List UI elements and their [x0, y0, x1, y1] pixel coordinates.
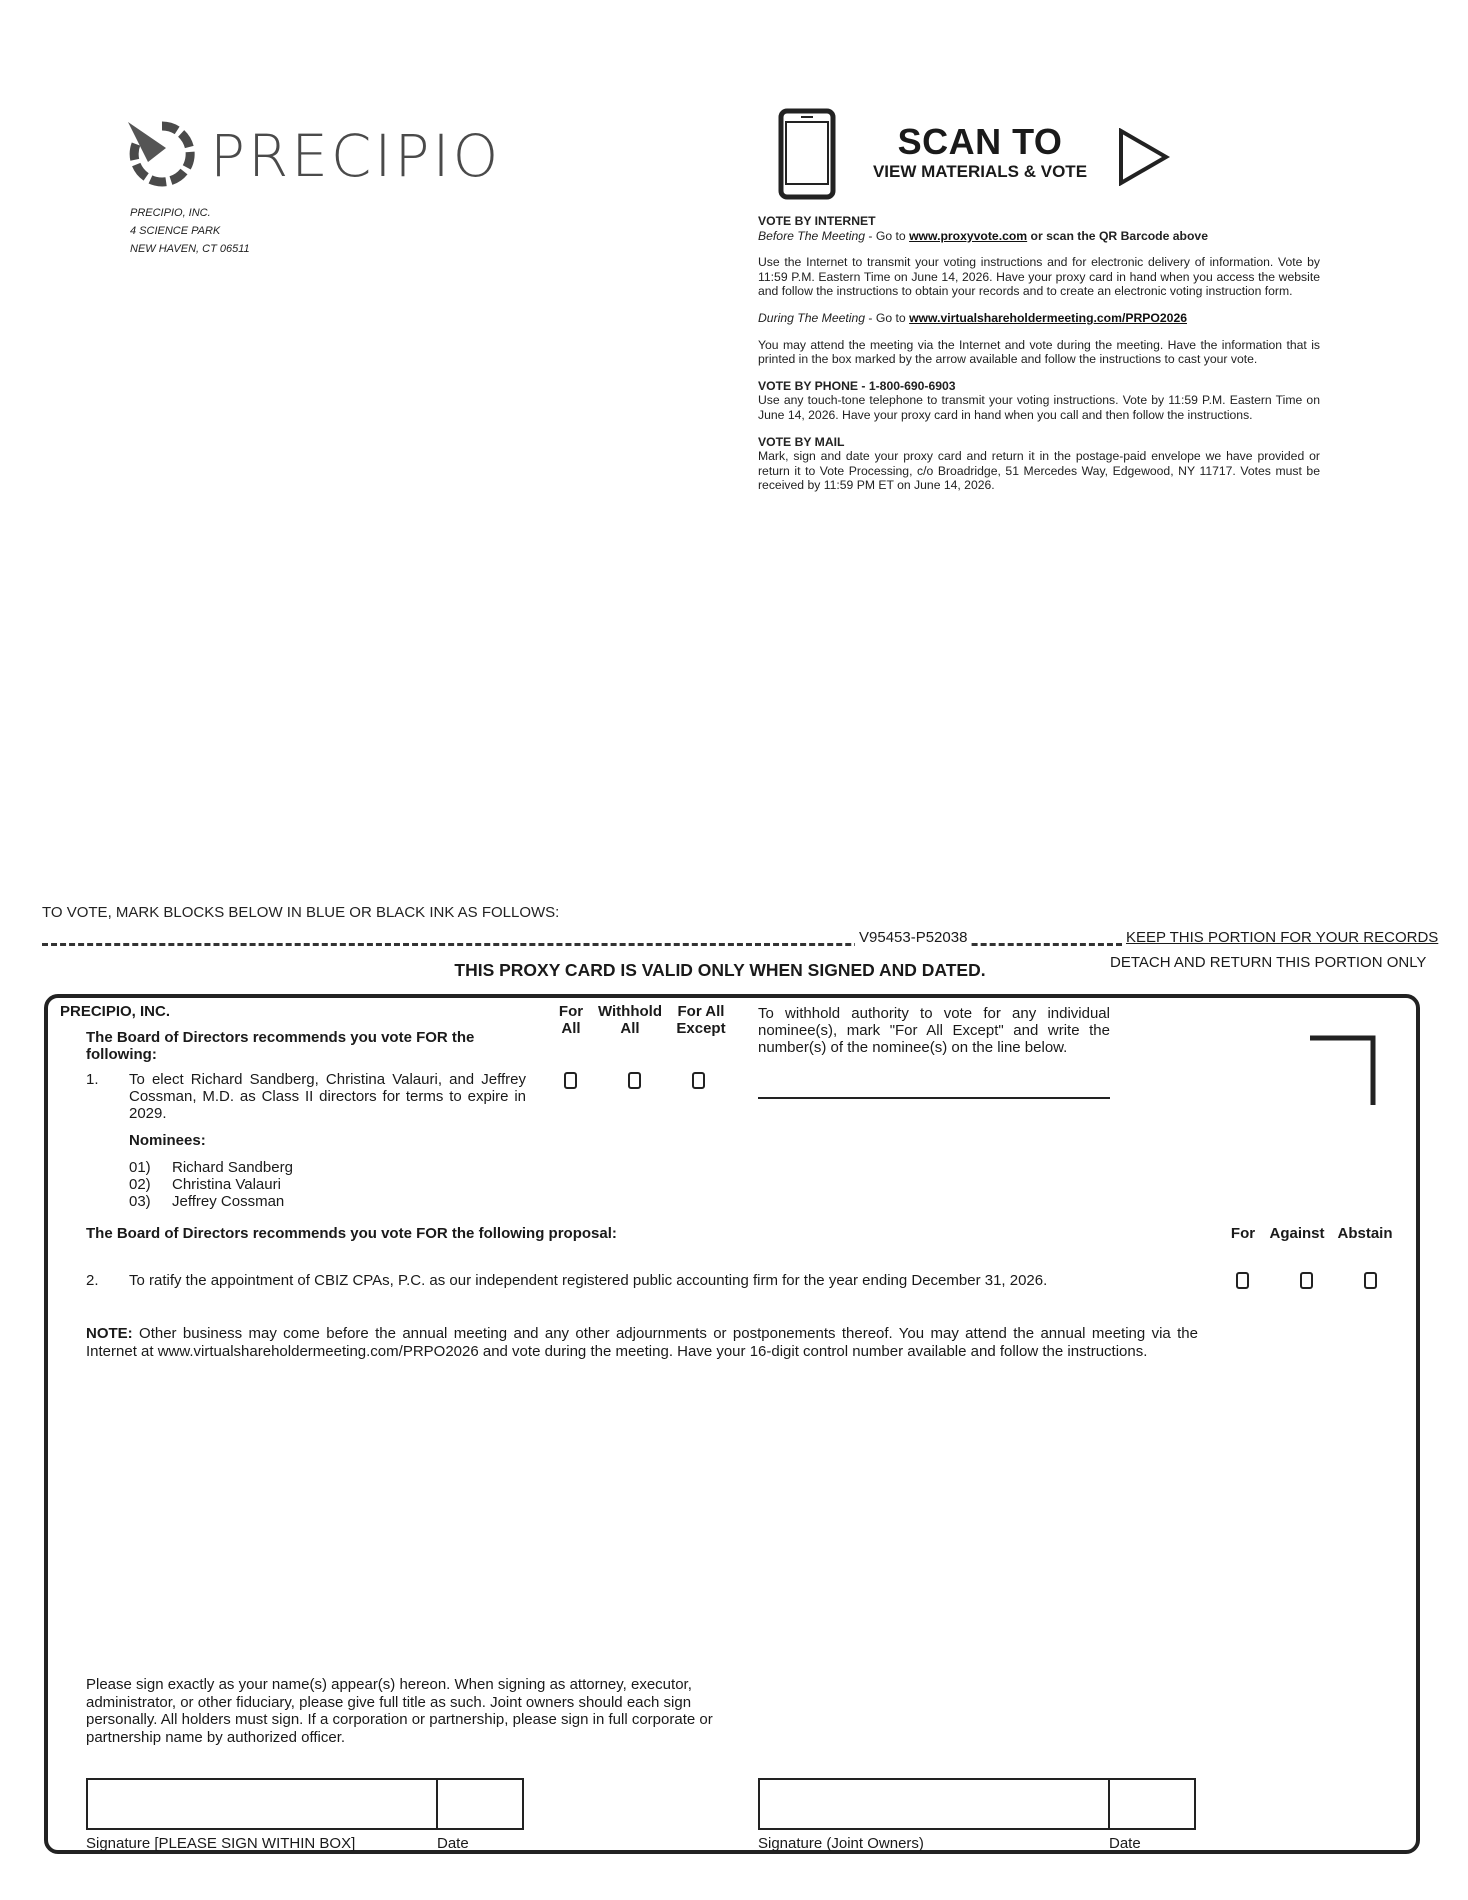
except-write-in-line[interactable]	[758, 1097, 1110, 1099]
col-abstain: Abstain	[1337, 1225, 1393, 1242]
proposal-2-abstain-checkbox[interactable]	[1364, 1272, 1377, 1289]
board-recommendation-1: The Board of Directors recommends you vote FOR the following:	[86, 1029, 475, 1063]
before-goto: - Go to	[865, 228, 910, 243]
date-label: Date	[437, 1835, 469, 1852]
nominee-item	[129, 1193, 284, 1210]
proposal-2-against-checkbox[interactable]	[1300, 1272, 1313, 1289]
before-meeting-line	[758, 229, 1320, 244]
voting-instructions	[758, 214, 1320, 493]
col-label: For	[558, 1003, 584, 1020]
nominee-name: Jeffrey Cossman	[172, 1193, 285, 1210]
proposal-2-number: 2.	[86, 1272, 99, 1289]
signing-instructions: Please sign exactly as your name(s) appear(s) hereon. When signing as attorney, executor, administrator, or other fiduciary, please give full title as such. Joint owners should each sign personally. All holders must sign. If a corporation or partnership, please sign in full corporate or partnership name by authorized officer.	[86, 1676, 713, 1746]
nominee-number: 01)	[129, 1159, 151, 1176]
card-company-name: PRECIPIO, INC.	[60, 1003, 171, 1020]
note-text: Other business may come before the annual meeting and any other adjournments or postponements thereof. You may attend the annual meeting via the Internet at www.virtualshareholdermeeting.com/PRPO2026 and vote during the meeting. Have your 16-digit control number available and follow the instructions.	[86, 1325, 1198, 1360]
scan-title: SCAN TO	[897, 121, 1063, 162]
proposal-1-text: To elect Richard Sandberg, Christina Valauri, and Jeffrey Cossman, M.D. as Class II directors for terms to expire in 2029.	[129, 1071, 526, 1122]
address-line: PRECIPIO, INC.	[130, 207, 211, 219]
col-label: All	[561, 1020, 581, 1037]
proposal-2-text: To ratify the appointment of CBIZ CPAs, P.C. as our independent registered public accounting firm for the year ending December 31, 2026.	[129, 1272, 1048, 1289]
note-paragraph	[86, 1325, 1198, 1360]
before-meeting-label: Before The Meeting	[758, 228, 866, 243]
note-label: NOTE:	[86, 1325, 133, 1342]
vote-mail-heading: VOTE BY MAIL	[758, 434, 845, 449]
nominees-heading: Nominees:	[129, 1132, 206, 1149]
joint-signature-box[interactable]	[758, 1778, 1110, 1830]
col-for-all-except	[668, 1003, 734, 1037]
vote-internet-heading: VOTE BY INTERNET	[758, 214, 876, 228]
col-for: For	[1230, 1225, 1256, 1242]
date-box[interactable]	[436, 1778, 524, 1830]
board-recommendation-2: The Board of Directors recommends you vote FOR the following proposal:	[86, 1225, 617, 1242]
precipio-logo-icon	[126, 118, 198, 190]
valid-notice: THIS PROXY CARD IS VALID ONLY WHEN SIGNED AND DATED.	[454, 960, 986, 980]
company-address	[130, 204, 250, 258]
proposal-1-for-all-checkbox[interactable]	[564, 1072, 577, 1089]
nominee-item	[129, 1176, 281, 1193]
vote-phone-text: Use any touch-tone telephone to transmit your voting instructions. Vote by 11:59 P.M. Eastern Time on June 14, 2026. Have your proxy card in hand when you call and then follow the instructions.	[758, 393, 1320, 422]
play-arrow-icon	[1118, 128, 1170, 186]
vote-mail-text: Mark, sign and date your proxy card and return it in the postage-paid envelope we have provided or return it to Vote Processing, c/o Broadridge, 51 Mercedes Way, Edgewood, NY 11717. Votes must be received by 11:59 PM ET on June 14, 2026.	[758, 449, 1320, 493]
smartphone-icon	[778, 108, 836, 200]
during-goto: - Go to	[865, 310, 910, 325]
proposal-1-number: 1.	[86, 1071, 99, 1088]
to-vote-instructions: TO VOTE, MARK BLOCKS BELOW IN BLUE OR BLACK INK AS FOLLOWS:	[42, 904, 560, 921]
keep-portion-label: KEEP THIS PORTION FOR YOUR RECORDS	[1126, 929, 1439, 946]
proxyvote-link[interactable]: www.proxyvote.com	[909, 228, 1028, 243]
during-meeting-line	[758, 311, 1320, 326]
before-meeting-text: Use the Internet to transmit your voting instructions and for electronic delivery of information. Vote by 11:59 P.M. Eastern Time on June 14, 2026. Have your proxy card in hand when you access the website and follow the instructions to obtain your records and to create an electronic voting instruction form.	[758, 255, 1320, 299]
proposal-1-for-all-except-checkbox[interactable]	[692, 1072, 705, 1089]
col-against: Against	[1269, 1225, 1325, 1242]
nominee-number: 03)	[129, 1193, 151, 1210]
nominee-number: 02)	[129, 1176, 151, 1193]
col-label: For All	[677, 1003, 725, 1020]
nominee-name: Richard Sandberg	[172, 1159, 293, 1176]
signature-label: Signature [PLEASE SIGN WITHIN BOX]	[86, 1835, 356, 1852]
corner-bracket-mark	[1310, 1035, 1376, 1105]
col-label: Except	[676, 1020, 726, 1037]
address-line: 4 SCIENCE PARK	[130, 225, 221, 237]
virtual-meeting-link[interactable]: www.virtualshareholdermeeting.com/PRPO2026	[909, 310, 1187, 325]
proposal-1-withhold-all-checkbox[interactable]	[628, 1072, 641, 1089]
proposal-2-for-checkbox[interactable]	[1236, 1272, 1249, 1289]
scan-subtitle: VIEW MATERIALS & VOTE	[872, 162, 1088, 181]
joint-signature-label: Signature (Joint Owners)	[758, 1835, 924, 1852]
joint-date-box[interactable]	[1108, 1778, 1196, 1830]
signature-box[interactable]	[86, 1778, 438, 1830]
during-meeting-text: You may attend the meeting via the Internet and vote during the meeting. Have the information that is printed in the box marked by the arrow available and follow the instructions to cast your vote.	[758, 337, 1320, 367]
nominee-item	[129, 1159, 293, 1176]
joint-date-label: Date	[1109, 1835, 1141, 1852]
address-line: NEW HAVEN, CT 06511	[130, 243, 250, 255]
col-label: All	[620, 1020, 640, 1037]
col-label: Withhold	[597, 1003, 662, 1020]
withhold-instructions: To withhold authority to vote for any individual nominee(s), mark "For All Except" and write the number(s) of the nominee(s) on the line below.	[758, 1005, 1110, 1056]
nominee-name: Christina Valauri	[172, 1176, 281, 1193]
detach-return-label: DETACH AND RETURN THIS PORTION ONLY	[1110, 954, 1427, 971]
col-for-all	[551, 1003, 591, 1037]
company-logo-text: PRECIPIO	[210, 122, 502, 190]
control-code: V95453-P52038	[855, 929, 971, 946]
col-withhold-all	[592, 1003, 668, 1037]
during-meeting-label: During The Meeting	[758, 310, 866, 325]
before-suffix: or scan the QR Barcode above	[1027, 228, 1208, 243]
vote-phone-heading: VOTE BY PHONE - 1-800-690-6903	[758, 378, 956, 393]
